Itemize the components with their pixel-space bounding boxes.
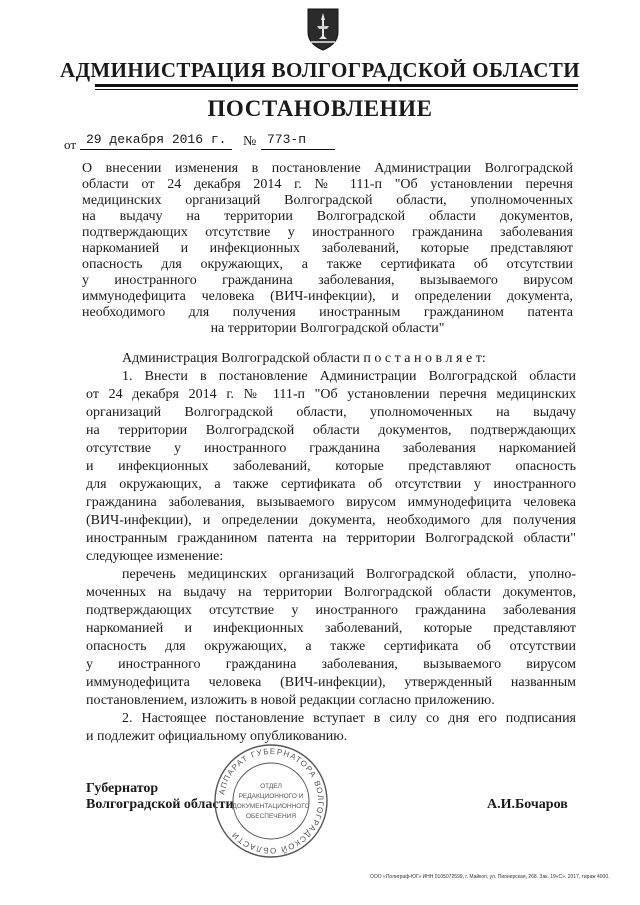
subject-line: медицинских организаций Волгоградской области, уполномоченных — [82, 193, 573, 208]
header-rule-thick — [95, 84, 578, 87]
body-line: иностранным гражданином патента на территории Волгоградской области" — [86, 531, 576, 546]
signatory-title-line2: Волгоградской области — [86, 797, 234, 812]
stamp-center-line: ОТДЕЛ — [260, 783, 282, 790]
body-line: организаций Волгоградской области, уполномоченных на выдачу — [86, 405, 576, 420]
organization-title: АДМИНИСТРАЦИЯ ВОЛГОГРАДСКОЙ ОБЛАСТИ — [60, 58, 580, 82]
subject-line: на территории Волгоградской области" — [210, 321, 445, 336]
coat-of-arms-emblem — [305, 6, 341, 52]
official-stamp — [212, 742, 330, 860]
subject-line: опасность для окружающих, а также сертификата об отсутствии — [82, 257, 573, 272]
body-line: и инфекционных заболеваний, которые представляют опасность — [86, 459, 576, 474]
stamp-center-line: ДОКУМЕНТАЦИОННОГО — [232, 803, 310, 810]
body-line: моченных на выдачу на территории Волгоградской области документов, — [86, 585, 576, 600]
body-line: 2. Настоящее постановление вступает в силу со дня его подписания — [122, 711, 576, 726]
subject-line: наркоманией и инфекционных заболеваний, которые представляют — [82, 241, 573, 256]
document-date: 29 декабря 2016 г. — [80, 131, 232, 150]
body-line: Администрация Волгоградской области п о с т а н о в л я е т: — [122, 351, 486, 366]
body-line: перечень медицинских организаций Волгоградской области, уполно- — [122, 567, 576, 582]
body-line: наркоманией и инфекционных заболеваний, которые представляют — [86, 621, 576, 636]
body-line: следующее изменение: — [86, 549, 224, 564]
stamp-ring-text: АППАРАТ ГУБЕРНАТОРА ВОЛГОГРАДСКОЙ ОБЛАСТИ — [217, 746, 326, 856]
document-number: 773-п — [261, 131, 335, 150]
stamp-center-line: ОБЕСПЕЧЕНИЯ — [245, 813, 297, 820]
subject-line: иммунодефицита человека (ВИЧ-инфекции), и определении документа, — [82, 289, 573, 304]
body-line: для окружающих, а также сертификата об отсутствии у иностранного — [86, 477, 576, 492]
number-sign: № — [243, 134, 257, 149]
body-line: у иностранного гражданина заболевания, вызываемого вирусом — [86, 657, 576, 672]
body-line: на территории Волгоградской области документов, подтверждающих — [86, 423, 576, 438]
signatory-name: А.И.Бочаров — [487, 797, 568, 812]
document-type-title: ПОСТАНОВЛЕНИЕ — [207, 96, 433, 121]
body-line: иммунодефицита человека (ВИЧ-инфекции), утвержденный названным — [86, 675, 576, 690]
subject-line: О внесении изменения в постановление Администрации Волгоградской — [82, 161, 573, 176]
body-line: (ВИЧ-инфекции), и определении документа, необходимого для получения — [86, 513, 576, 528]
subject-line: подтверждающих отсутствие у иностранного гражданина заболевания — [82, 225, 573, 240]
body-line: опасность для окружающих, а также сертификата об отсутствии — [86, 639, 576, 654]
body-line: гражданина заболевания, вызываемого вирусом иммунодефицита человека — [86, 495, 576, 510]
printer-footer: ООО «Полиграф-ЮГ» ИНН 0105072599, г. Майкоп, ул. Пионерская, 268. Зак. 19«С». 2017, тираж 4000. — [370, 874, 610, 880]
subject-line: необходимого для получения иностранным гражданином патента — [82, 305, 573, 320]
subject-line: области от 24 декабря 2014 г. № 111-п "Об установлении перечня — [82, 177, 573, 192]
body-line: постановлением, изложить в новой редакции согласно приложению. — [86, 693, 495, 708]
subject-line: у иностранного гражданина заболевания, вызываемого вирусом — [82, 273, 573, 288]
body-line: и подлежит официальному опубликованию. — [86, 729, 348, 744]
date-prefix: от — [64, 137, 77, 152]
body-line: 1. Внести в постановление Администрации Волгоградской области — [122, 369, 576, 384]
stamp-center-line: РЕДАКЦИОННОГО И — [238, 793, 304, 800]
body-line: подтверждающих отсутствие у иностранного гражданина заболевания — [86, 603, 576, 618]
header-rule-thin — [95, 89, 578, 90]
subject-line: на выдачу на территории Волгоградской области документов, — [82, 209, 573, 224]
body-line: отсутствие у иностранного гражданина заболевания наркоманией — [86, 441, 576, 456]
signatory-title-line1: Губернатор — [86, 781, 159, 796]
body-line: от 24 декабря 2014 г. № 111-п "Об установлении перечня медицинских — [86, 387, 576, 402]
